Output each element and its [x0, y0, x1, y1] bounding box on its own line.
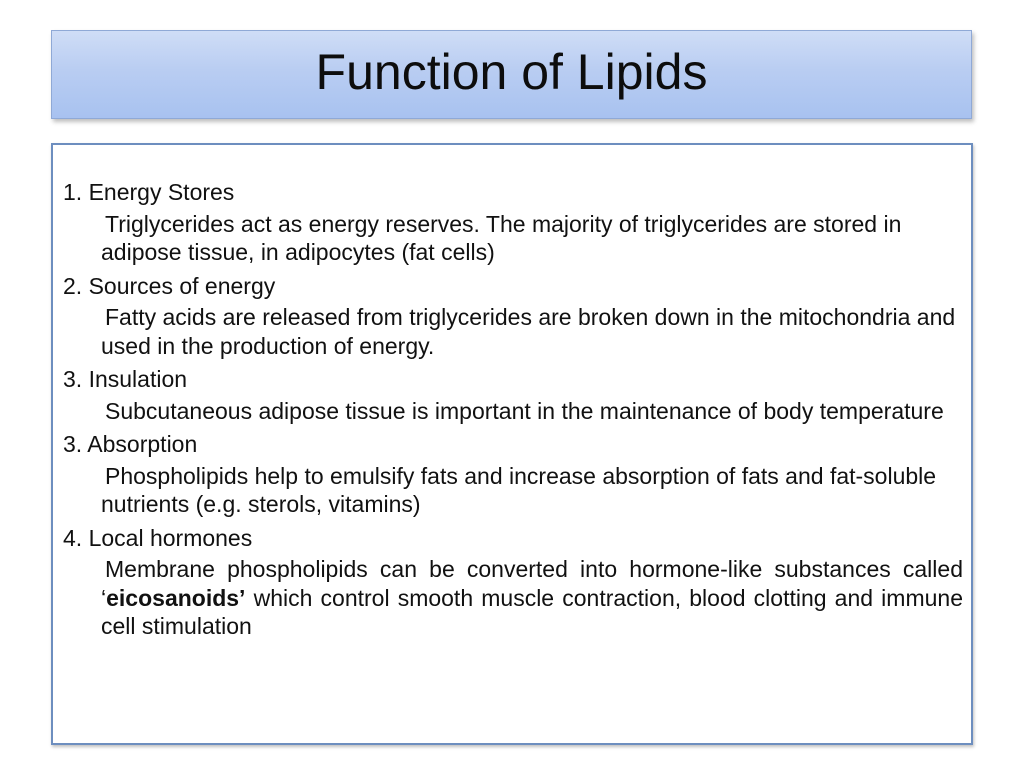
item-desc-local-hormones — [101, 555, 963, 641]
item-desc-sources-of-energy — [101, 303, 963, 360]
content-box — [51, 143, 973, 745]
item-desc-text-after: which control smooth muscle contraction, blood clotting and immune cell stimulation — [101, 584, 963, 639]
item-desc-text: Triglycerides act as energy reserves. The majority of triglycerides are stored in adipose tissue, in adipocytes (fat cells) — [101, 210, 902, 265]
item-desc-text: Fatty acids are released from triglycerides are broken down in the mitochondria and used in the production of energy. — [101, 304, 956, 359]
item-desc-insulation — [101, 397, 963, 426]
item-heading-local-hormones: 4. Local hormones — [63, 524, 253, 551]
item-desc-absorption — [101, 462, 963, 519]
item-desc-energy-stores — [101, 210, 963, 267]
item-desc-text-before: Membrane phospholipids can be converted into hormone-like substances called ‘ — [101, 556, 963, 611]
content-list — [63, 178, 963, 646]
item-desc-text: Phospholipids help to emulsify fats and increase absorption of fats and fat-soluble nutrients (e.g. sterols, vitamins) — [101, 462, 937, 517]
title-box — [51, 30, 972, 119]
item-heading-absorption: 3. Absorption — [63, 431, 198, 457]
item-heading-sources-of-energy: 2. Sources of energy — [63, 272, 276, 299]
slide-title: Function of Lipids — [315, 43, 708, 100]
eicosanoids-term: eicosanoids’ — [106, 584, 246, 611]
item-heading-insulation: 3. Insulation — [63, 366, 188, 392]
item-desc-text: Subcutaneous adipose tissue is important in the maintenance of body temperature — [105, 397, 944, 424]
item-heading-energy-stores: 1. Energy Stores — [63, 179, 235, 205]
